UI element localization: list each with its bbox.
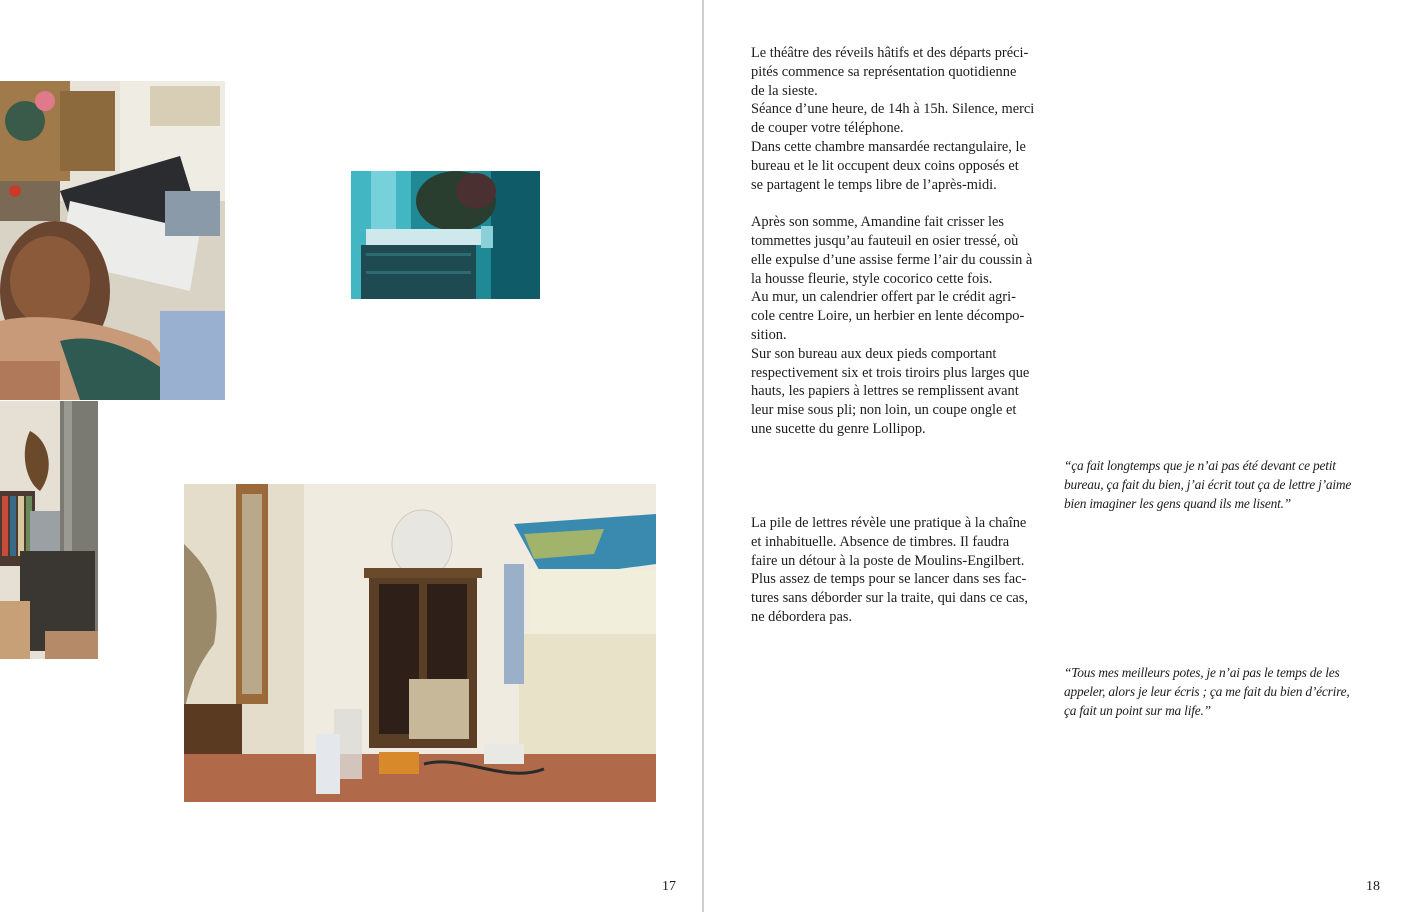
page-number: 17 [662, 879, 676, 894]
body-text-block-1 [751, 44, 1061, 439]
text-line: Séance d’une heure, de 14h à 15h. Silence, merci [751, 101, 1035, 118]
quote-line: appeler, alors je leur écris ; ça me fait du bien d’écrire, [1064, 684, 1350, 699]
text-line: hauts, les papiers à lettres se remplissent avant [751, 383, 1019, 400]
body-text-block-3 [751, 514, 1061, 627]
text-line: respectivement six et trois tiroirs plus larges que [751, 364, 1030, 381]
quote-line: bureau, ça fait du bien, j’ai écrit tout ça de lettre j’aime [1064, 477, 1352, 492]
text-line: bureau et le lit occupent deux coins opposés et [751, 157, 1019, 174]
photo-teal-nightstand [351, 171, 540, 299]
photo-wood-stove [0, 401, 98, 659]
text-line: tures sans déborder sur la traite, qui dans ce cas, [751, 590, 1028, 607]
text-line: Dans cette chambre mansardée rectangulaire, le [751, 138, 1026, 155]
quote-line: ça fait un point sur ma life.” [1064, 703, 1211, 718]
text-line: Le théâtre des réveils hâtifs et des départs préci- [751, 45, 1029, 61]
left-page [0, 0, 702, 912]
text-line: Au mur, un calendrier offert par le crédit agri- [751, 289, 1016, 306]
text-line: pités commence sa représentation quotidienne [751, 63, 1017, 80]
right-page [704, 0, 1406, 912]
text-line: de couper votre téléphone. [751, 120, 904, 137]
quote-line: “ça fait longtemps que je n’ai pas été devant ce petit [1064, 458, 1336, 473]
quote-line: “Tous mes meilleurs potes, je n’ai pas le temps de les [1064, 665, 1340, 680]
text-line: elle expulse d’une assise ferme l’air du coussin à [751, 251, 1033, 268]
text-line: et inhabituelle. Absence de timbres. Il faudra [751, 533, 1010, 550]
text-line: sition. [751, 326, 787, 343]
text-line: la housse fleurie, style cocorico cette fois. [751, 270, 993, 287]
text-line: une sucette du genre Lollipop. [751, 420, 926, 437]
text-line: leur mise sous pli; non loin, un coupe ongle et [751, 402, 1017, 419]
photo-woman-at-desk [0, 81, 225, 400]
quote-line: bien imaginer les gens quand ils me lisent.” [1064, 496, 1292, 511]
text-line: tommettes jusqu’au fauteuil en osier tressé, où [751, 232, 1019, 249]
paragraph-gap [751, 194, 1061, 213]
text-line: Sur son bureau aux deux pieds comportant [751, 345, 997, 362]
text-line: La pile de lettres révèle une pratique à la chaîne [751, 515, 1027, 531]
text-line: Après son somme, Amandine fait crisser les [751, 214, 1004, 231]
pull-quote-2 [1064, 663, 1364, 720]
text-line: de la sieste. [751, 82, 818, 99]
pull-quote-1 [1064, 456, 1364, 513]
text-line: Plus assez de temps pour se lancer dans ses fac- [751, 571, 1027, 588]
text-line: cole centre Loire, un herbier en lente décompo- [751, 308, 1025, 325]
text-line: ne débordera pas. [751, 608, 853, 625]
page-number: 18 [1366, 879, 1380, 894]
photo-bedroom-crate [184, 484, 656, 802]
text-line: se partagent le temps libre de l’après-midi. [751, 176, 997, 193]
text-line: faire un détour à la poste de Moulins-Engilbert. [751, 552, 1025, 569]
